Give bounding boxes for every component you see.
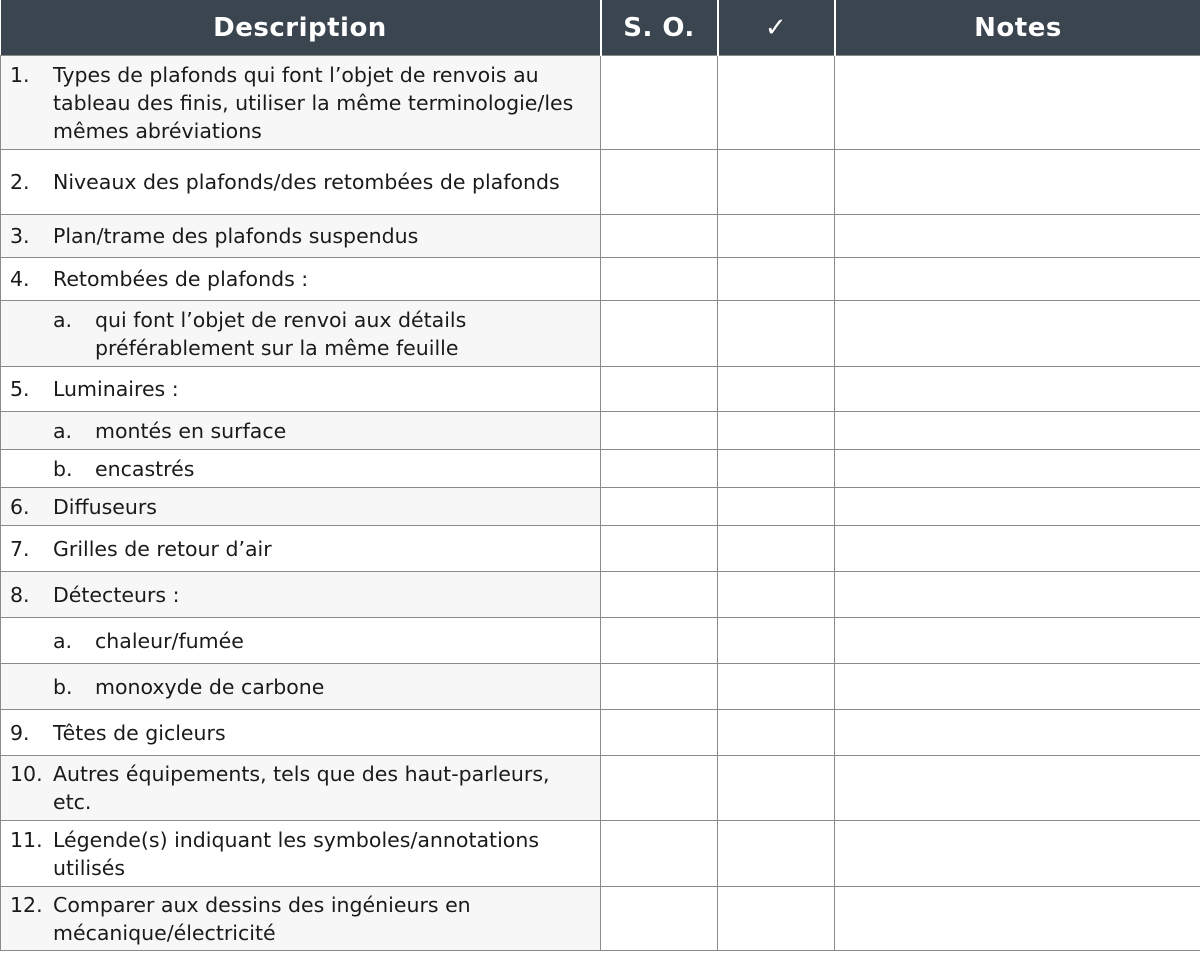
item-text: Comparer aux dessins des ingénieurs en mécanique/électricité [53, 892, 471, 945]
so-cell[interactable] [601, 488, 718, 526]
check-cell[interactable] [718, 526, 835, 572]
check-cell[interactable] [718, 756, 835, 821]
description-cell [1, 56, 601, 150]
table-row [1, 488, 1200, 526]
notes-cell[interactable] [835, 821, 1200, 887]
so-header: S. O. [601, 0, 718, 56]
item-text: monoxyde de carbone [95, 674, 325, 699]
item-text: Plan/trame des plafonds suspendus [53, 224, 419, 248]
notes-cell[interactable] [835, 258, 1200, 301]
description-cell [1, 450, 601, 488]
check-cell[interactable] [718, 258, 835, 301]
notes-cell[interactable] [835, 526, 1200, 572]
so-cell[interactable] [601, 664, 718, 710]
description-cell [1, 756, 601, 821]
so-cell[interactable] [601, 821, 718, 887]
notes-cell[interactable] [835, 710, 1200, 756]
item-letter: b. [53, 674, 73, 699]
description-cell [1, 367, 601, 412]
description-cell [1, 821, 601, 887]
table-row [1, 450, 1200, 488]
item-letter: a. [53, 307, 73, 332]
so-cell[interactable] [601, 215, 718, 258]
so-cell[interactable] [601, 412, 718, 450]
item-text: Autres équipements, tels que des haut-parleurs, etc. [53, 762, 550, 814]
header-row [1, 0, 1200, 56]
description-cell [1, 526, 601, 572]
so-cell[interactable] [601, 450, 718, 488]
description-cell [1, 488, 601, 526]
notes-cell[interactable] [835, 301, 1200, 367]
so-cell[interactable] [601, 572, 718, 618]
notes-cell[interactable] [835, 215, 1200, 258]
notes-cell[interactable] [835, 618, 1200, 664]
item-text: Niveaux des plafonds/des retombées de plafonds [53, 170, 560, 194]
notes-cell[interactable] [835, 664, 1200, 710]
so-cell[interactable] [601, 618, 718, 664]
notes-cell[interactable] [835, 887, 1200, 951]
item-text: Luminaires : [53, 377, 179, 401]
so-cell[interactable] [601, 301, 718, 367]
notes-cell[interactable] [835, 450, 1200, 488]
item-number: 10. [10, 762, 43, 786]
table-row [1, 821, 1200, 887]
check-cell[interactable] [718, 821, 835, 887]
check-cell[interactable] [718, 572, 835, 618]
check-cell[interactable] [718, 710, 835, 756]
item-number: 1. [10, 62, 30, 87]
table-row [1, 258, 1200, 301]
table-row [1, 618, 1200, 664]
item-number: 4. [10, 267, 30, 291]
item-number: 9. [10, 720, 30, 745]
item-text: Légende(s) indiquant les symboles/annotations utilisés [53, 827, 539, 880]
description-cell [1, 301, 601, 367]
table-row [1, 664, 1200, 710]
check-cell[interactable] [718, 56, 835, 150]
description-cell [1, 887, 601, 951]
check-cell[interactable] [718, 301, 835, 367]
item-letter: b. [53, 456, 73, 481]
check-cell[interactable] [718, 887, 835, 951]
table-row [1, 56, 1200, 150]
so-cell[interactable] [601, 367, 718, 412]
description-cell [1, 664, 601, 710]
so-cell[interactable] [601, 756, 718, 821]
notes-cell[interactable] [835, 488, 1200, 526]
item-number: 8. [10, 582, 30, 607]
item-number: 12. [10, 892, 43, 917]
table-row [1, 412, 1200, 450]
item-text: montés en surface [95, 418, 287, 443]
check-cell[interactable] [718, 367, 835, 412]
item-text: Grilles de retour d’air [53, 536, 272, 561]
item-number: 3. [10, 224, 30, 248]
notes-cell[interactable] [835, 56, 1200, 150]
notes-cell[interactable] [835, 367, 1200, 412]
item-number: 6. [10, 494, 30, 519]
table-row [1, 526, 1200, 572]
so-cell[interactable] [601, 56, 718, 150]
checkmark-header-icon: ✓ [718, 0, 835, 56]
check-cell[interactable] [718, 215, 835, 258]
check-cell[interactable] [718, 412, 835, 450]
item-number: 2. [10, 170, 30, 194]
table-row [1, 301, 1200, 367]
table-row [1, 887, 1200, 951]
notes-cell[interactable] [835, 572, 1200, 618]
item-number: 11. [10, 827, 43, 852]
notes-header: Notes [835, 0, 1200, 56]
description-header: Description [1, 0, 601, 56]
so-cell[interactable] [601, 710, 718, 756]
check-cell[interactable] [718, 488, 835, 526]
table-row [1, 367, 1200, 412]
item-text: Têtes de gicleurs [53, 720, 226, 745]
description-cell [1, 215, 601, 258]
notes-cell[interactable] [835, 150, 1200, 215]
item-text: Détecteurs : [53, 582, 180, 607]
item-letter: a. [53, 418, 73, 443]
description-cell [1, 572, 601, 618]
check-cell[interactable] [718, 618, 835, 664]
notes-cell[interactable] [835, 412, 1200, 450]
notes-cell[interactable] [835, 756, 1200, 821]
check-cell[interactable] [718, 450, 835, 488]
table-row [1, 710, 1200, 756]
so-cell[interactable] [601, 150, 718, 215]
description-cell [1, 710, 601, 756]
item-text: qui font l’objet de renvoi aux détails préférablement sur la même feuille [95, 307, 467, 360]
table-row [1, 756, 1200, 821]
table-row [1, 215, 1200, 258]
so-cell[interactable] [601, 887, 718, 951]
item-number: 5. [10, 377, 30, 401]
check-cell[interactable] [718, 150, 835, 215]
item-text: chaleur/fumée [95, 628, 244, 653]
item-letter: a. [53, 628, 73, 653]
item-text: encastrés [95, 456, 195, 481]
table-row [1, 150, 1200, 215]
item-number: 7. [10, 536, 30, 561]
description-cell [1, 618, 601, 664]
item-text: Types de plafonds qui font l’objet de renvois au tableau des finis, utiliser la même terminologie/les mêmes abréviations [53, 62, 574, 143]
description-cell [1, 258, 601, 301]
table-row [1, 572, 1200, 618]
description-cell [1, 150, 601, 215]
so-cell[interactable] [601, 258, 718, 301]
so-cell[interactable] [601, 526, 718, 572]
item-text: Retombées de plafonds : [53, 267, 309, 291]
description-cell [1, 412, 601, 450]
item-text: Diffuseurs [53, 494, 157, 519]
check-cell[interactable] [718, 664, 835, 710]
